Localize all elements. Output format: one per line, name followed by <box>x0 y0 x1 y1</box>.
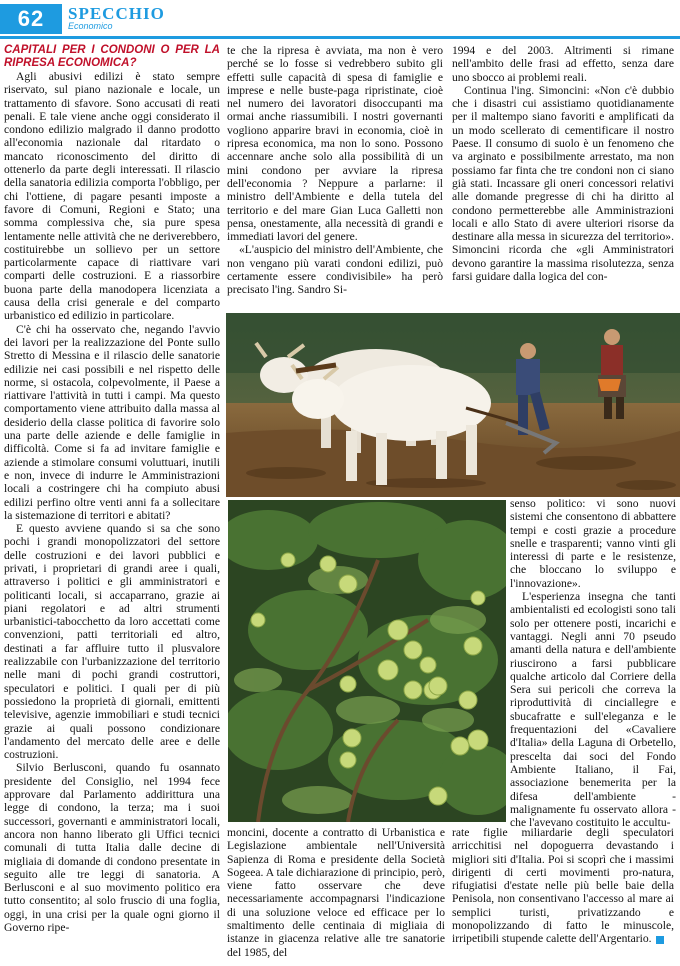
header-rule <box>0 36 680 39</box>
paragraph: «L'auspicio del ministro dell'Ambiente, che non vengano più varati condoni edilizi, può certamente essere condivisibile» ha però precisato l'ing. Sandro Si- <box>227 243 443 297</box>
paragraph: E questo avviene quando si sa che sono pochi i grandi monopolizzatori del settore delle costruzioni e dei lavori pubblici e privati, i proprietari di grandi aree i quali, attraverso i politici e gli amministratori e politicanti locali, si accaparrano, grazie ai piani regolatori e ad altri strumenti urbanistici-tabocchetto da loro accettati come convenzioni, patti territoriali ed altro, destinati a far affluire tutto il plusvalore realizzabile con l'urbanizzazione del territorio nelle mani di pochi grandi costruttori, speculatori e politici. I quali per di più possiedono la proprietà di giornali, emittenti televisive, agenzie immobiliari e studi tecnici grazie ai quali possono condizionare l'andamento del mercato delle aree e delle costruzioni. <box>4 522 220 762</box>
article-column-1 <box>4 44 220 960</box>
photo-oxen-ploughing <box>226 313 680 497</box>
paragraph: 1994 e del 2003. Altrimenti si rimane nell'ambito delle frasi ad effetto, senza dare uno sbocco ai problemi reali. <box>452 44 674 84</box>
masthead-title: SPECCHIO <box>68 4 165 23</box>
paragraph: Agli abusivi edilizi è stato sempre riservato, sul piano nazionale e locale, un trattamento di sfavore. Sono accusati di reati penali. E tale viene anche oggi considerato il condono edilizio malgrado il danno prodotto all'economia nazionale dal ritardato o mancato riconoscimento del diritto di ottenerlo da parte degli interessati. Il rilascio della sanatoria edilizia comporta l'obbligo, per chi l'ottiene, di pagare pesanti imposte a favore di Comuni, Regioni e Stato; una somma complessiva che, sia pure spesa lentamente nelle attività che ne deriverebbero, costituirebbe un sollievo per un settore particolarmente capace di riattivare vari comparti delle costruzioni. E a riassorbire buona parte della manodopera licenziata a causa della crisi generale e del comparto urbanistico ed edilizio in particolare. <box>4 70 220 323</box>
paragraph: C'è chi ha osservato che, negando l'avvio dei lavori per la realizzazione del Ponte sullo Stretto di Messina e il rilascio delle sanatorie edilizie nei casi possibili e nel rispetto delle norme, si ostacola, colpevolmente, il Paese a riattivare l'attività in tutti i campi. Ma questo comportamento viene attribuito dalla massa al desiderio della classe politica di favorire solo una parte delle aziende e delle famiglie in difficoltà. Come si fa ad invitare famiglie e aziende a stimolare consumi voluttuari, inutili e non, invece di indurre le Amministrazioni locali a costringere chi ha compiuto abusi edilizi perfino oltre venti anni fa a sollecitare la sistemazione di territori e abitati? <box>4 322 220 522</box>
article-column-3-top <box>452 44 674 312</box>
paragraph: te che la ripresa è avviata, ma non è vero perché se lo fosse si vedrebbero subito gli effetti sulle capacità di spesa di famiglie e imprese e nelle buste-paga ripristinate, cioè nel numero dei lavoratori disoccupanti ma ormai anche riassumibili. I nostri governanti vogliono apparire bravi in economia, cioè in ripresa economica, ma non lo sono. Possono accennare anche solo alla possibilità di un mini condono per avviare la ripresa dell'economia ? Neppure a parlarne: il ministro dell'Ambiente e della tutela del territorio e del mare Gian Luca Galletti non pensa, onestamente, alla necessità di grandi e immediati lavori del genere. <box>227 44 443 244</box>
paragraph: moncini, docente a contratto di Urbanistica e Legislazione ambientale nell'Università Sapienza di Roma e presidente della Società Sogeea. A tale dichiarazione di principio, però, viene fatto osservare che deve necessariamente accompagnarsi l'indicazione di una soluzione veloce ed efficace per lo smaltimento delle centinaia di migliaia di istanze in giacenza relative alle tre sanatorie del 1985, del <box>227 826 445 959</box>
paragraph: senso politico: vi sono nuovi sistemi che consentono di abbattere tempi e costi grazie a procedure snelle e trasparenti; vanno vinti gli interessi di parte e le resistenze, che bloccano lo sviluppo e l'innovazione». <box>510 497 676 590</box>
end-of-article-square-icon <box>656 936 664 944</box>
article-column-2-top <box>227 44 443 312</box>
article-column-3-bottom <box>452 826 674 960</box>
page-number: 62 <box>0 4 62 34</box>
article-column-3-middle <box>510 497 676 830</box>
article-column-2-bottom <box>227 826 445 960</box>
paragraph <box>452 826 674 946</box>
paragraph: Continua l'ing. Simoncini: «Non c'è dubbio che i disastri cui assistiamo quotidianamente per il maltempo siano favoriti e amplificati da un modo scellerato di cementificare il nostro Paese. Il consumo di suolo è un fenomeno che va arginato e possibilmente arrestato, ma non possiamo far finta che tre condoni non ci siano già stati. Incassare gli oneri concessori relativi alle domande pregresse di chi ha diritto al condono permetterebbe alle Amministrazioni locali e allo Stato di avere ulteriori risorse da destinare alla messa in sicurezza del territorio». Simoncini ricorda che «gli Amministratori devono garantire la massima risolutezza, senza farsi guidare dalla logica del con- <box>452 83 674 284</box>
photo-pear-tree <box>228 500 506 822</box>
paragraph-text: rate figlie miliardarie degli speculatori arricchitisi nel dopoguerra devastando i migliori siti d'Italia. Poi si scoprì che i massimi dirigenti di certi movimenti pro-natura, rifugiatisi d'estate nelle più belle baie della Penisola, non consentivano l'accesso al mare ai semplici turisti, privatizzando e monopolizzando di fatto le minuscole, irripetibili stupende calette dell'Argentario. <box>452 826 674 946</box>
masthead <box>68 6 165 31</box>
paragraph: L'esperienza insegna che tanti ambientalisti ed ecologisti sono tali solo per ottenere posti, incarichi e vantaggi. Negli anni 70 pseudo amanti della natura e dell'ambiente riuscirono a farsi pubblicare qualche articolo dal Corriere della Sera sui pericoli che correva la riproduttività di cinciallegre e sbucafratte e sull'eleganza e le frequentazioni del «Cavaliere d'Italia» della Laguna di Orbetello, prescelta dai soci del Fondo Ambiente Italiano, il Fai, associazione benemerita per la difesa dell'ambiente - malignamente fu osservato allora - che l'avevano costituito le accultu- <box>510 590 676 830</box>
paragraph: Silvio Berlusconi, quando fu osannato presidente del Consiglio, nel 1994 fece approvare dal Parlamento addirittura una legge di condono, la terza; ma i suoi successori, governanti e amministratori locali, ancora non hanno liberato gli Uffici tecnici comunali di tutta Italia dalle decine di migliaia di domande di condono presentate in seguito alle tre leggi di sanatoria. A Berlusconi e al suo movimento politico era tutto consentito; al solo fruscio di una foglia, oggi, in una crisi per la quale ogni giorno il Governo ripe- <box>4 761 220 934</box>
page-header <box>0 0 680 40</box>
article-kicker: CAPITALI PER I CONDONI O PER LA RIPRESA ECONOMICA? <box>4 44 220 69</box>
masthead-subtitle: Economico <box>68 21 113 31</box>
